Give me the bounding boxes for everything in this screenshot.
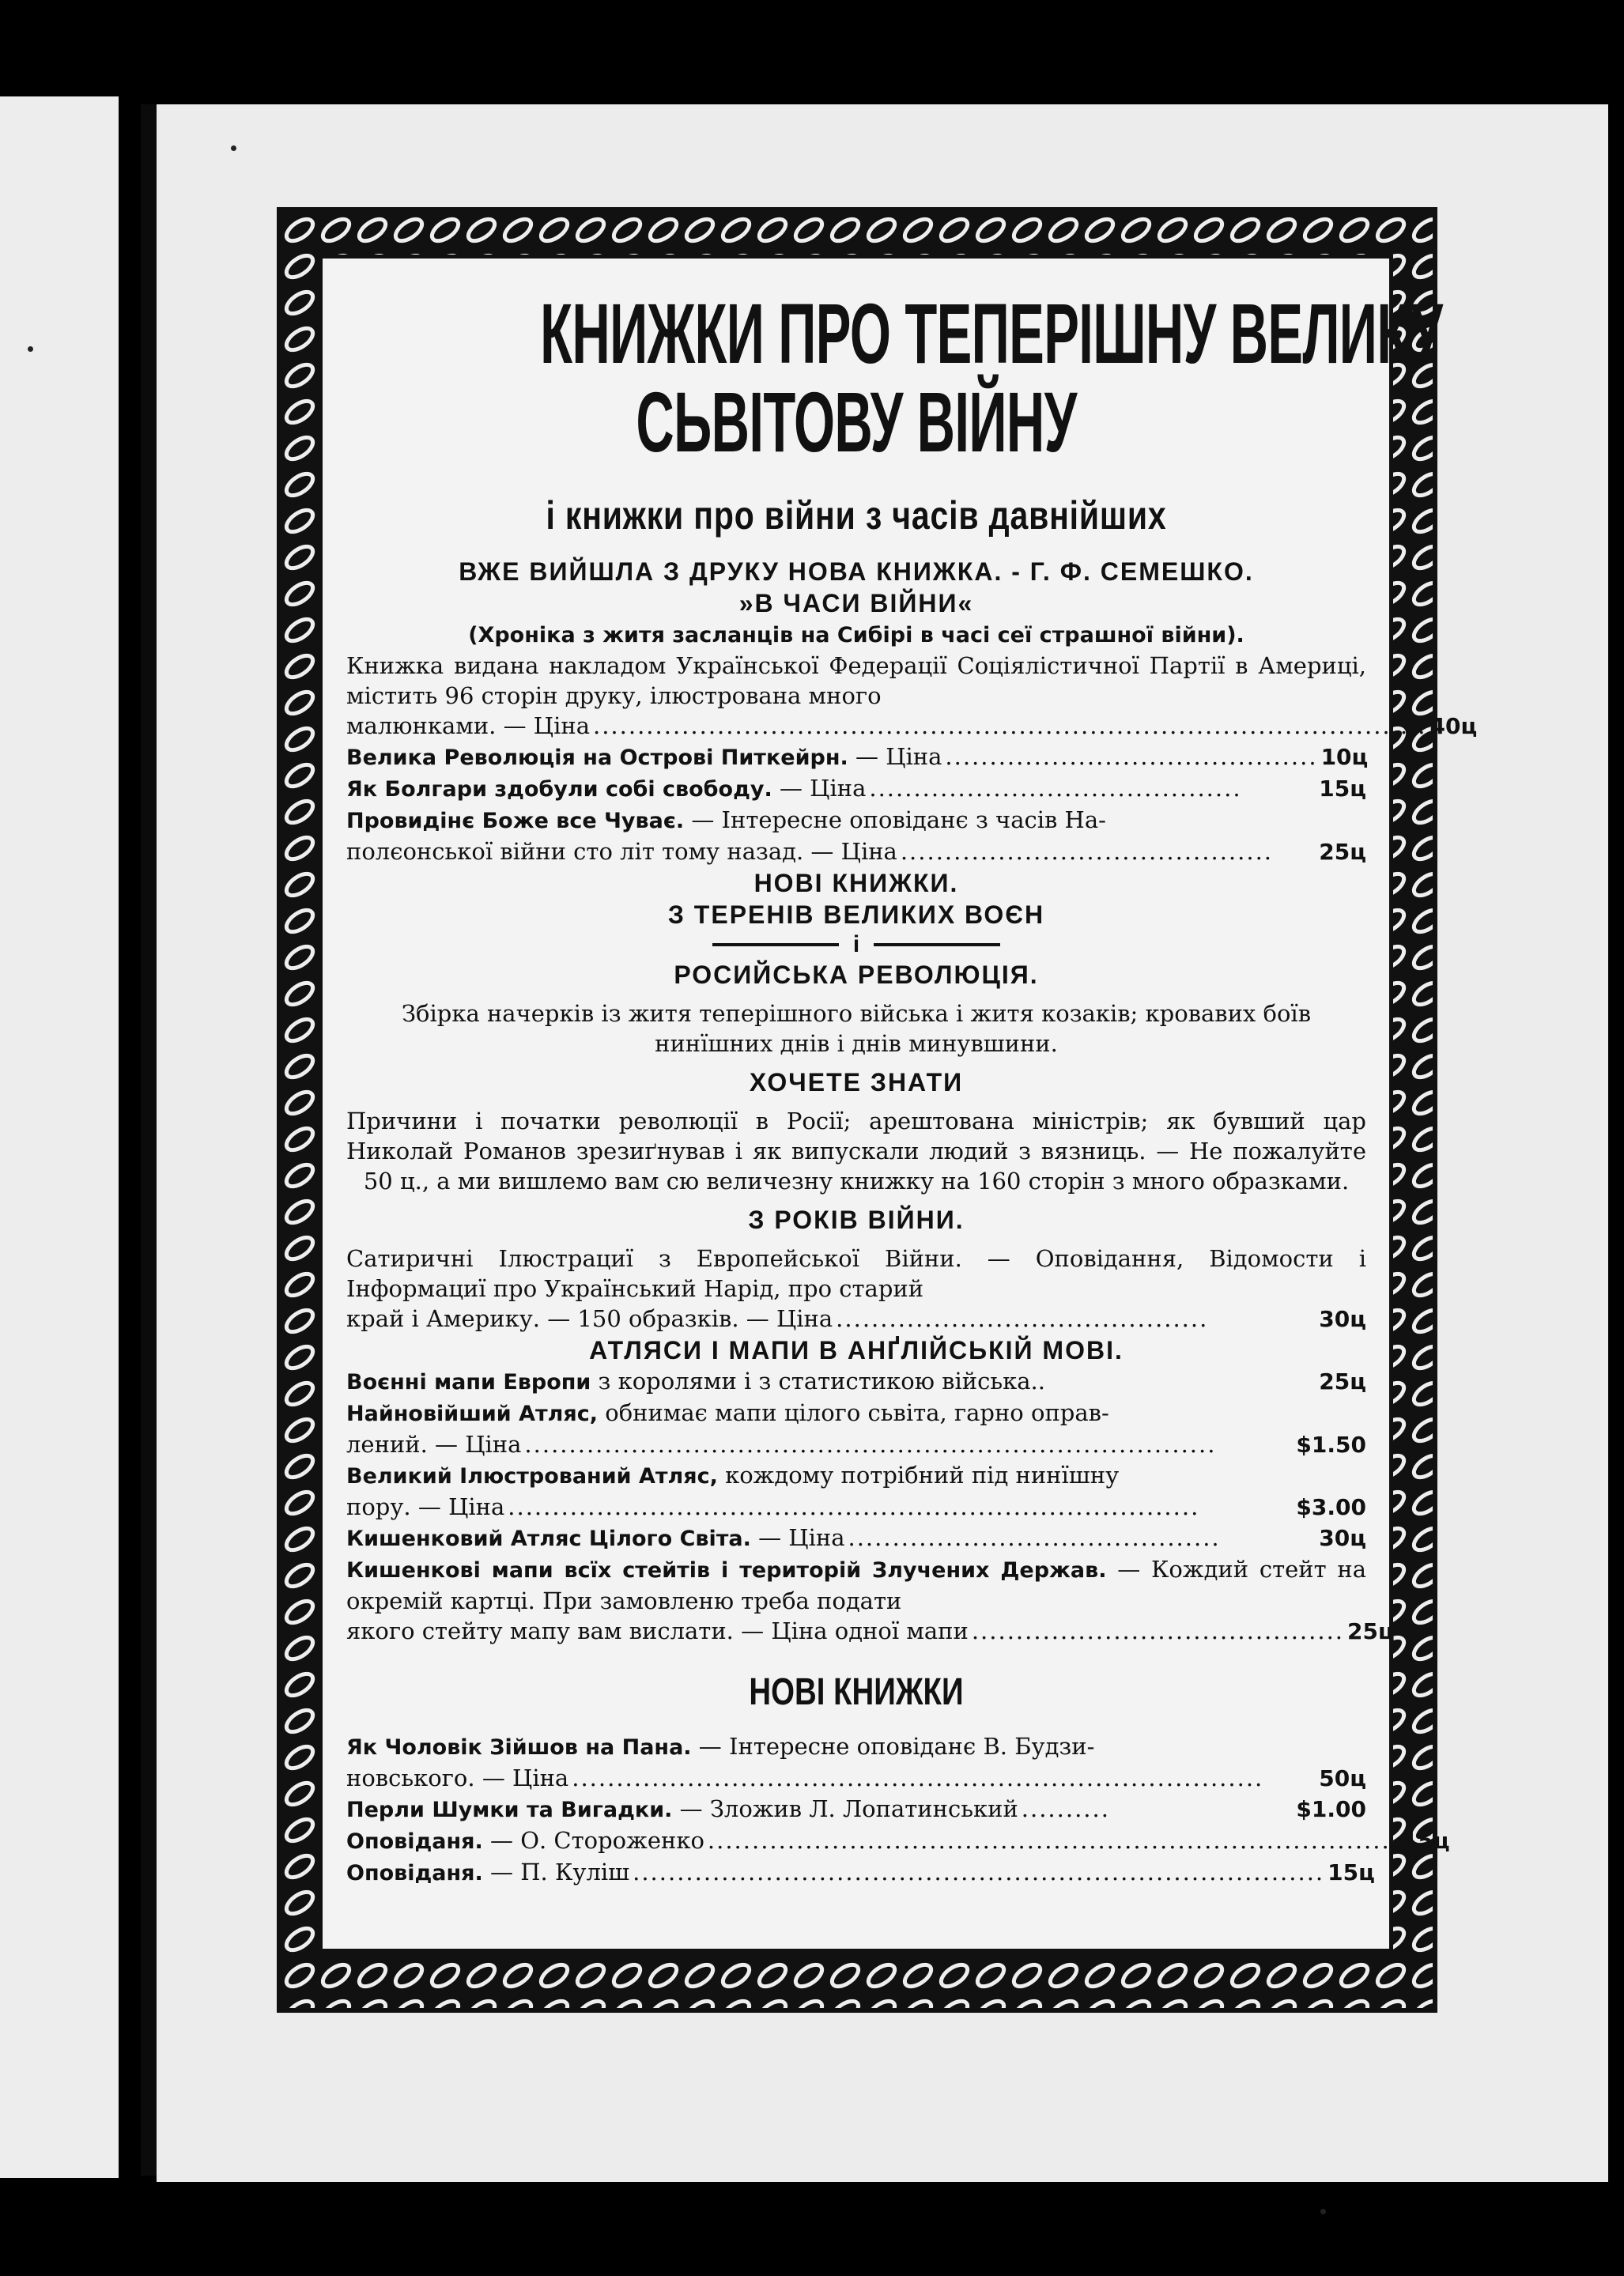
- and-word: і: [852, 931, 860, 957]
- divider-with-and: [346, 930, 1366, 959]
- book-title: »В ЧАСИ ВІЙНИ«: [738, 589, 974, 617]
- price: $1.50: [1296, 1432, 1366, 1458]
- price: 25ц: [1319, 1368, 1366, 1395]
- book-desc-bold-text: (Хроніка з житя засланців на Сибірі в часі сеї страшної війни).: [468, 623, 1244, 647]
- price-label: малюнками. — Ціна: [346, 712, 590, 739]
- item-rest: — Ціна: [772, 775, 867, 802]
- section-description: Сатиричні Ілюстрациї з Европейської Війни. — Оповідання, Відомости і Інформациї про Український Нарід, про старий: [346, 1245, 1366, 1302]
- price: 40ц: [1429, 713, 1478, 739]
- dot-leader: ..........: [1021, 1795, 1110, 1822]
- item-title: Як Чоловік Зійшов на Пана.: [346, 1735, 692, 1760]
- price: 30ц: [1319, 1306, 1366, 1332]
- subtitle: і книжки про війни з часів давнійших: [546, 493, 1167, 538]
- item-desc: — Кождий стейт на окремій картці. При замовленю треба подати: [346, 1556, 1367, 1614]
- section-heading-large: НОВІ КНИЖКИ: [749, 1671, 964, 1713]
- dot-leader: ..........................................: [945, 743, 1318, 770]
- price: 30ц: [1319, 1525, 1366, 1551]
- price: 50ц: [1319, 1765, 1366, 1791]
- dot-leader: ..........................................: [836, 1305, 1209, 1332]
- dot-leader: ..........................................: [869, 775, 1242, 802]
- section-heading: ХОЧЕТЕ ЗНАТИ: [749, 1068, 964, 1096]
- price-label: полєонської війни сто літ тому назад. — Ціна: [346, 838, 897, 865]
- section-description: Причини і початки революції в Росії; арештована міністрів; як бувший цар Николай Романов зрезиґнував і як випускали людий з вязниць. — Не пожалуйте 50 ц., а ми вишлемо вам сю величезну книжку на 160 сторін з много образками.: [346, 1108, 1366, 1195]
- list-item: [346, 1366, 1366, 1398]
- price: 15ц: [1402, 1828, 1450, 1854]
- dust-speck: [28, 346, 33, 352]
- item-desc: обнимає мапи цілого сьвіта, гарно оправ-: [598, 1399, 1109, 1426]
- item-title: Кишенковий Атляс Цілого Світа.: [346, 1527, 751, 1551]
- section-description: Збірка начерків із житя теперішного війська і житя козаків; кровавих боїв нинїшних днів і днів минувшини.: [401, 1000, 1312, 1057]
- list-item: [346, 1554, 1366, 1616]
- item-desc: — Інтересне оповіданє В. Будзи-: [691, 1733, 1095, 1760]
- price-row: [346, 1616, 1395, 1647]
- dot-leader: ..............................................................................: [524, 1431, 1217, 1458]
- price: 15ц: [1319, 776, 1366, 802]
- price-row: [346, 1304, 1366, 1334]
- item-rest: — Зложив Л. Лопатинський: [672, 1795, 1018, 1822]
- item-title: Найновійший Атляс,: [346, 1402, 599, 1426]
- price: 25ц: [1347, 1618, 1395, 1644]
- list-item: [346, 1794, 1366, 1825]
- book-desc-bold: [346, 619, 1366, 651]
- price-row: [346, 836, 1366, 867]
- item-title: Як Болгари здобули собі свободу.: [346, 777, 772, 802]
- main-title-line1: КНИЖКИ ПРО ТЕПЕРІШНУ ВЕЛИКУ: [540, 285, 1443, 381]
- announce-line: ВЖЕ ВИЙШЛА З ДРУКУ НОВА КНИЖКА. - Г. Ф. СЕМЕШКО.: [459, 557, 1254, 586]
- item-title: Провидінє Боже все Чуває.: [346, 809, 685, 833]
- list-item: [346, 1825, 1450, 1857]
- main-title-line2: СЬВІТОВУ ВІЙНУ: [636, 374, 1077, 470]
- price-label: якого стейту мапу вам вислати. — Ціна одної мапи: [346, 1617, 969, 1644]
- section-heading: З РОКІВ ВІЙНИ.: [748, 1206, 965, 1234]
- item-title: Великий Ілюстрований Атляс,: [346, 1464, 718, 1489]
- dust-speck: [231, 145, 236, 151]
- left-page-edge: [0, 96, 119, 2178]
- price-label: пору. — Ціна: [346, 1493, 505, 1520]
- item-title: Воєнні мапи Европи: [346, 1370, 591, 1395]
- list-item: [346, 1857, 1375, 1889]
- price-row: [346, 1763, 1366, 1794]
- item-desc: кождому потрібний під нинїшну: [717, 1462, 1120, 1489]
- item-title: Кишенкові мапи всїх стейтів і територій Злучених Держав.: [346, 1558, 1107, 1583]
- price-row: [346, 711, 1478, 742]
- list-item: [346, 805, 1366, 836]
- price: 10ц: [1320, 744, 1369, 770]
- dot-leader: ..............................................................................: [633, 1859, 1325, 1885]
- item-rest: — Ціна: [750, 1524, 845, 1551]
- dot-leader: ..............................................................................: [707, 1827, 1399, 1854]
- item-rest: — П. Куліш: [482, 1859, 630, 1885]
- item-rest: з королями і з статистикою війська..: [591, 1368, 1045, 1395]
- section-heading: НОВІ КНИЖКИ.: [753, 869, 959, 897]
- item-title: Оповіданя.: [346, 1829, 483, 1854]
- section-heading: З ТЕРЕНІВ ВЕЛИКИХ ВОЄН: [667, 900, 1045, 929]
- book-description: Книжка видана накладом Української Федерації Соціялістичної Партії в Америці, містить 96 сторін друку, ілюстрована много: [346, 652, 1366, 709]
- list-item: [346, 1523, 1366, 1554]
- item-title: Велика Революція на Острові Питкейрн.: [346, 745, 848, 770]
- dot-leader: ..............................................................................: [508, 1493, 1200, 1520]
- price-row: [346, 1492, 1366, 1523]
- dot-leader: ..........................................: [848, 1524, 1221, 1551]
- price-row: [346, 1429, 1366, 1460]
- dot-leader: ..............................................................................: [572, 1765, 1264, 1791]
- item-title: Перли Шумки та Вигадки.: [346, 1798, 673, 1822]
- dot-leader: ..........................................: [971, 1617, 1345, 1644]
- price: $1.00: [1296, 1796, 1366, 1822]
- price-label: лений. — Ціна: [346, 1431, 522, 1458]
- price: 25ц: [1319, 839, 1366, 865]
- price: 15ц: [1328, 1859, 1375, 1885]
- price: $3.00: [1296, 1494, 1366, 1520]
- price-label: новського. — Ціна: [346, 1765, 569, 1791]
- book-spine: [141, 104, 157, 2176]
- item-rest: — О. Стороженко: [482, 1827, 704, 1854]
- advertisement-panel: [319, 255, 1478, 1953]
- section-heading: АТЛЯСИ І МАПИ В АНҐЛІЙСЬКІЙ МОВІ.: [589, 1336, 1124, 1364]
- item-rest: — Ціна: [848, 743, 942, 770]
- dot-leader: ..........................................: [900, 838, 1274, 865]
- advertisement-content: [346, 285, 1478, 1889]
- list-item: [346, 1460, 1366, 1492]
- list-item: [346, 1731, 1366, 1763]
- dust-speck: [1320, 2209, 1326, 2214]
- item-desc: — Інтересне оповіданє з часів На-: [684, 806, 1106, 833]
- list-item: [346, 742, 1369, 773]
- item-title: Оповіданя.: [346, 1861, 483, 1885]
- list-item: [346, 1398, 1366, 1429]
- list-item: [346, 773, 1366, 805]
- section-heading: РОСИЙСЬКА РЕВОЛЮЦІЯ.: [674, 961, 1039, 989]
- dot-leader: ..............................................................................................: [592, 712, 1427, 739]
- price-label: край і Америку. — 150 образків. — Ціна: [346, 1305, 833, 1332]
